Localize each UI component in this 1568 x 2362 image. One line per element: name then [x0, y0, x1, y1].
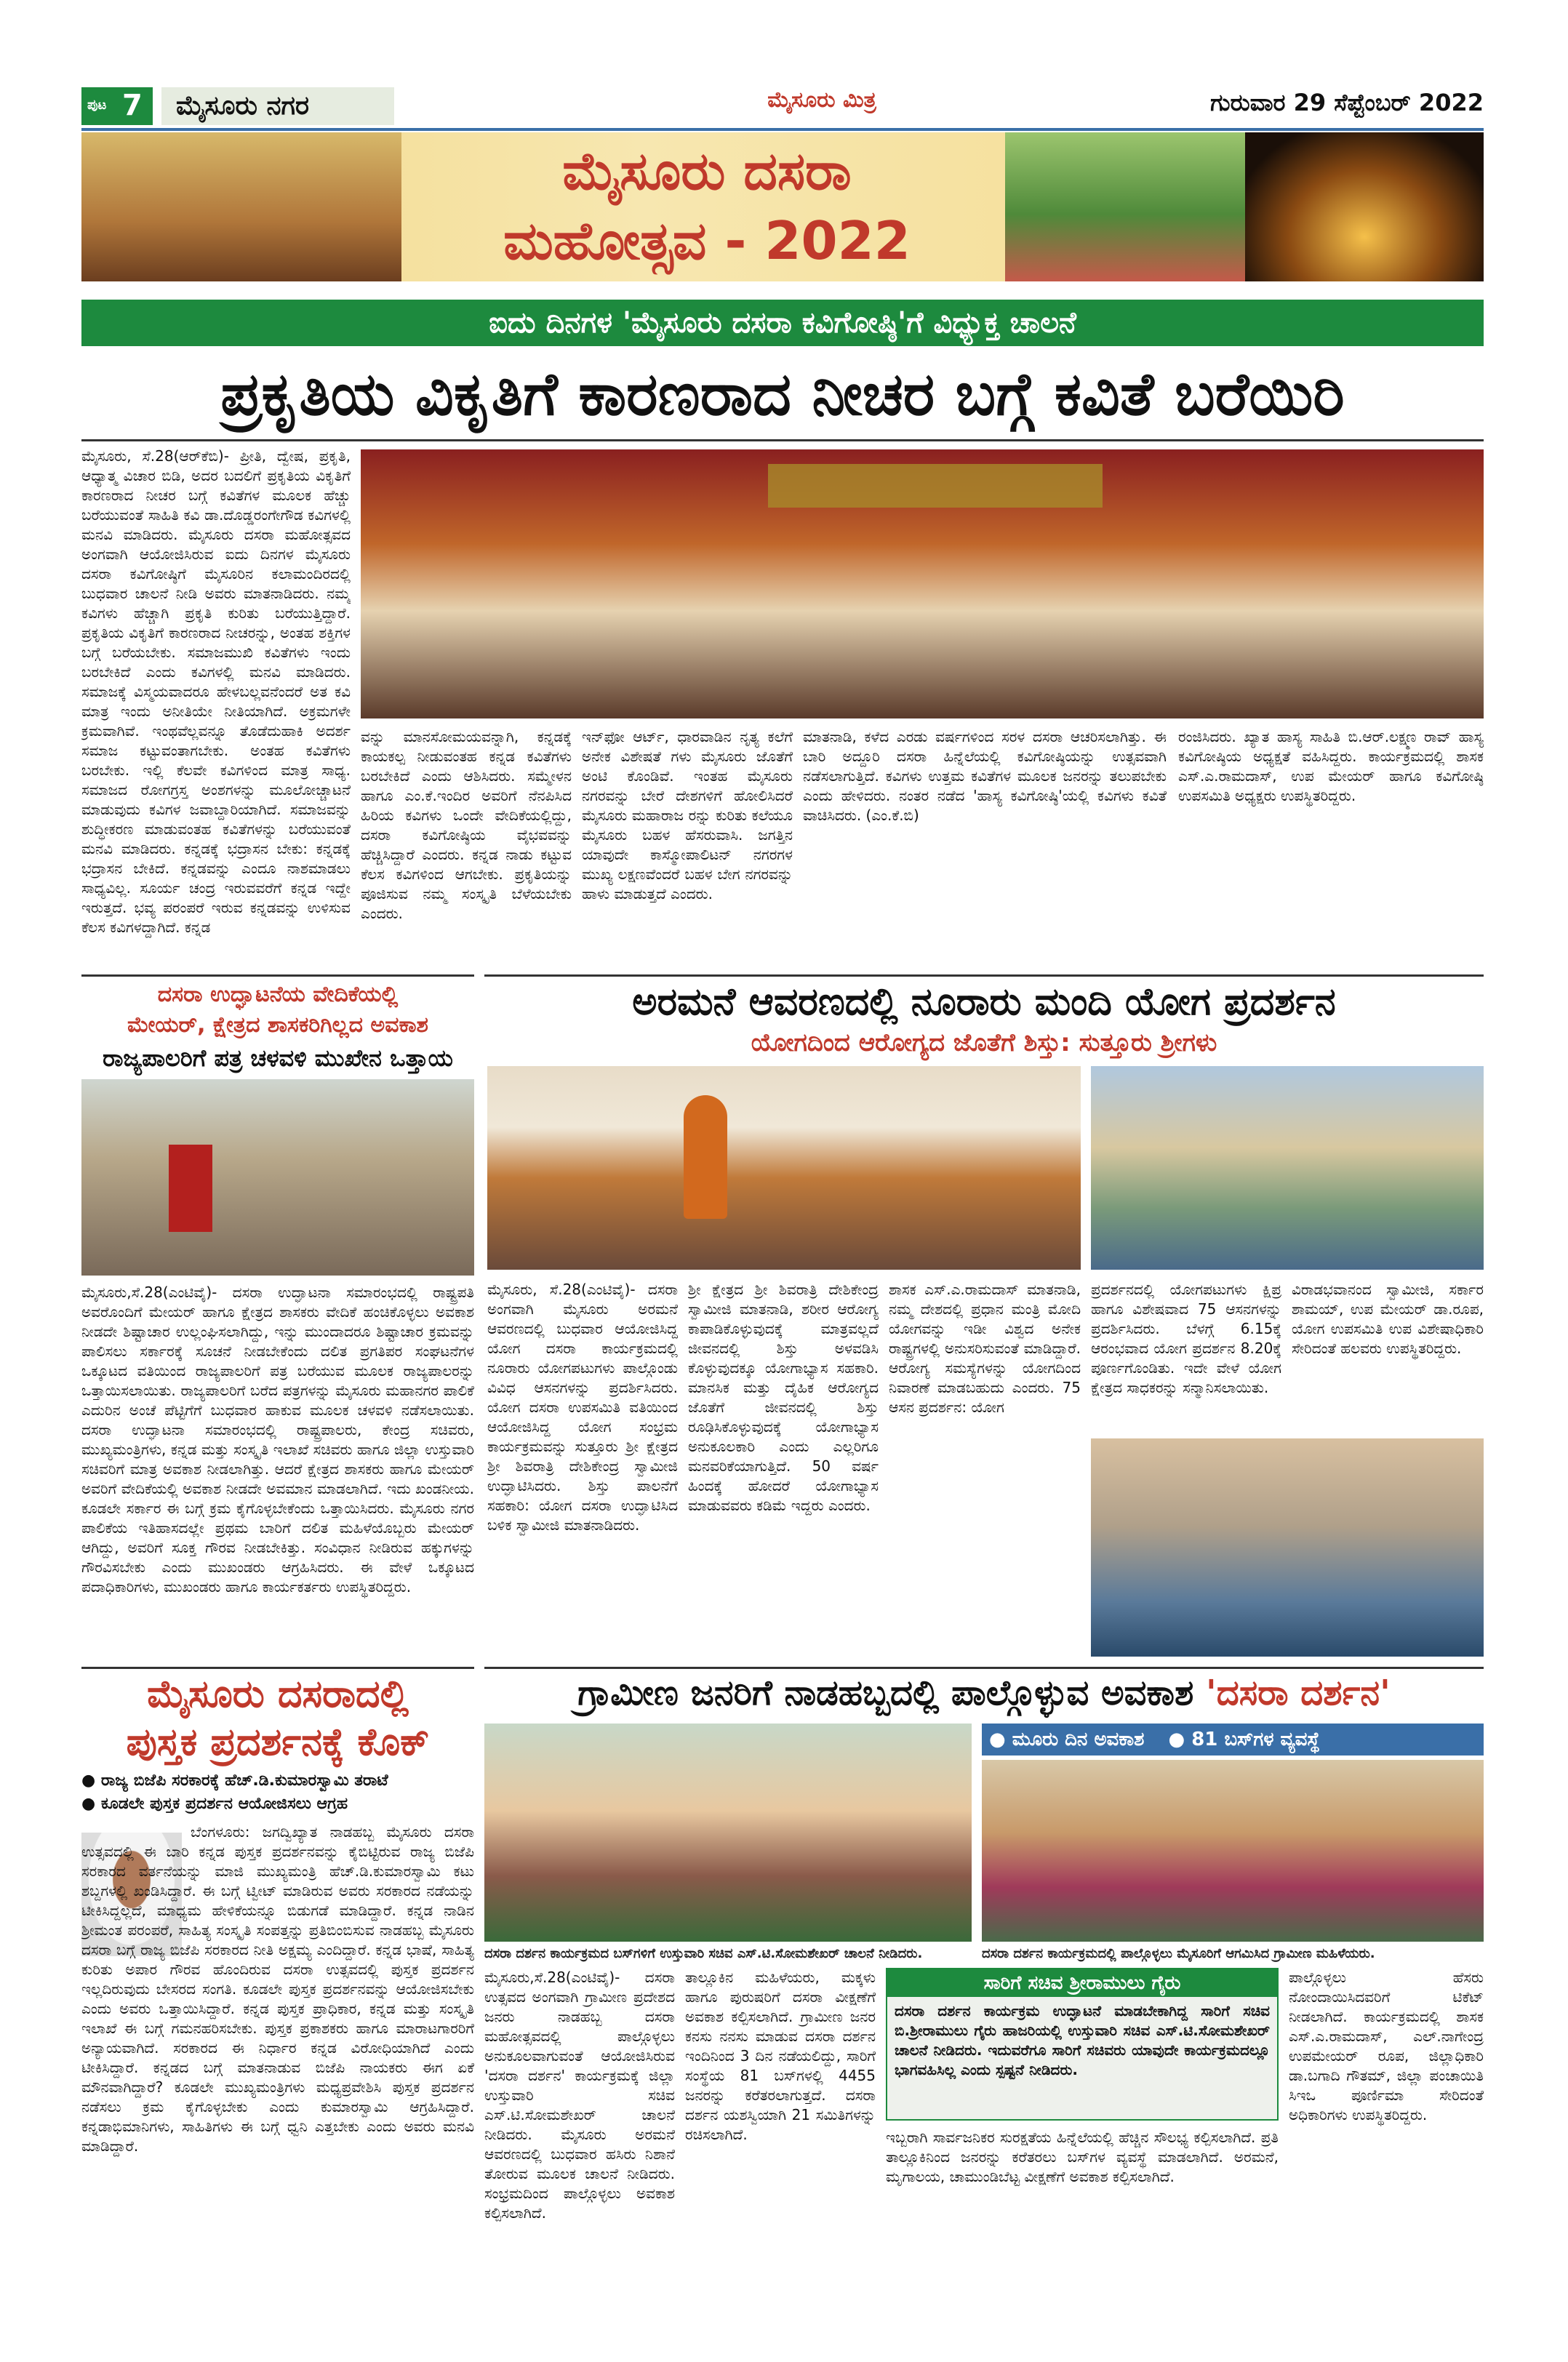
page-number: 7: [122, 89, 143, 122]
banner-title-line2: ಮಹೋತ್ಸವ - 2022: [503, 210, 911, 271]
darshan-column-3: ಇಬ್ಬರಾಗಿ ಸಾರ್ವಜನಿಕರ ಸುರಕ್ಷತೆಯ ಹಿನ್ನೆಲೆಯಲ್ಲಿ ಹೆಚ್ಚಿನ ಸೌಲಭ್ಯ ಕಲ್ಪಿಸಲಾಗಿದೆ. ಪ್ರತಿ ತಾಲ್ಲೂಕಿನಿಂದ ಜನರನ್ನು ಕರೆತರಲು ಬಸ್‌ಗಳ ವ್ಯವಸ್ಥೆ ಮಾಡಲಾಗಿದೆ. ಅರಮನೆ, ಮೃಗಾಲಯ, ಚಾಮುಂಡಿಬೆಟ್ಟ ವೀಕ್ಷಣೆಗೆ ಅವಕಾಶ ಕಲ್ಪಿಸಲಾಗಿದೆ.: [886, 2129, 1279, 2185]
rural-women-caption: ದಸರಾ ದರ್ಶನ ಕಾರ್ಯಕ್ರಮದಲ್ಲಿ ಪಾಲ್ಗೊಳ್ಳಲು ಮೈಸೂರಿಗೆ ಆಗಮಿಸಿದ ಗ್ರಾಮೀಣ ಮಹಿಳೆಯರು.: [982, 1946, 1375, 1961]
sidebox-title: ಸಾರಿಗೆ ಸಚಿವ ಶ್ರೀರಾಮುಲು ಗೈರು: [887, 1969, 1277, 1997]
yoga-headline: ಅರಮನೆ ಆವರಣದಲ್ಲಿ ನೂರಾರು ಮಂದಿ ಯೋಗ ಪ್ರದರ್ಶನ: [632, 980, 1336, 1024]
yoga-rule: [484, 974, 1484, 977]
garden-photo: [1005, 132, 1245, 281]
yoga-subhead: ಯೋಗದಿಂದ ಆರೋಗ್ಯದ ಜೊತೆಗೆ ಶಿಸ್ತು: ಸುತ್ತೂರು ಶ್ರೀಗಳು: [751, 1028, 1217, 1057]
books-headline-2: ಪುಸ್ತಕ ಪ್ರದರ್ಶನಕ್ಕೆ ಕೊಕ್: [126, 1721, 430, 1764]
bullet-icon: ●: [81, 1772, 96, 1790]
darshan-headline: ಗ್ರಾಮೀಣ ಜನರಿಗೆ ನಾಡಹಬ್ಬದಲ್ಲಿ ಪಾಲ್ಗೊಳ್ಳುವ ಅವಕಾಶ: [577, 1673, 1194, 1713]
lead-column-2: ವನ್ನು ಮಾನಸೋಮಯವನ್ನಾಗಿ, ಕನ್ನಡಕ್ಕೆ ಕಾಯಕಲ್ಪ ನೀಡುವಂತಹ ಕನ್ನಡ ಕವಿತೆಗಳು ಬರಬೇಕಿದೆ ಎಂದು ಆಶಿಸಿದರು. ಸಮ್ಮೇಳನ ಹಾಗೂ ಎಂ.ಕೆ.ಇಂದಿರ ಅವರಿಗೆ ನೆನಪಿಸಿದ ಹಿರಿಯ ಕವಿಗಳು ಒಂದೇ ವೇದಿಕೆಯಲ್ಲಿದ್ದು, ದಸರಾ ಕವಿಗೋಷ್ಠಿಯ ವೈಭವವನ್ನು ಹೆಚ್ಚಿಸಿದ್ದಾರೆ ಎಂದರು. ಕನ್ನಡ ನಾಡು ಕಟ್ಟುವ ಕೆಲಸ ಕವಿಗಳಿಂದ ಆಗಬೇಕು. ಪ್ರಕೃತಿಯನ್ನು ಪೂಜಿಸುವ ನಮ್ಮ ಸಂಸ್ಕೃತಿ ಬೆಳೆಯಬೇಕು ಎಂದರು.: [361, 728, 572, 922]
yoga-column-2: ಶ್ರೀ ಕ್ಷೇತ್ರದ ಶ್ರೀ ಶಿವರಾತ್ರಿ ದೇಶಿಕೇಂದ್ರ ಸ್ವಾಮೀಜಿ ಮಾತನಾಡಿ, ಶರೀರ ಆರೋಗ್ಯ ಕಾಪಾಡಿಕೊಳ್ಳುವುದಕ್ಕೆ ಮಾತ್ರವಲ್ಲದೆ ಜೀವನದಲ್ಲಿ ಶಿಸ್ತು ಅಳವಡಿಸಿ ಕೊಳ್ಳುವುದಕ್ಕೂ ಯೋಗಾಭ್ಯಾಸ ಸಹಕಾರಿ. ಮಾನಸಿಕ ಮತ್ತು ದೈಹಿಕ ಆರೋಗ್ಯದ ಜೊತೆಗೆ ಜೀವನದಲ್ಲಿ ಶಿಸ್ತು ರೂಢಿಸಿಕೊಳ್ಳುವುದಕ್ಕೆ ಯೋಗಾಭ್ಯಾಸ ಅನುಕೂಲಕಾರಿ ಎಂದು ಎಲ್ಲರಿಗೂ ಮನವರಿಕೆಯಾಗುತ್ತಿದೆ. 50 ವರ್ಷ ಹಿಂದಕ್ಕೆ ಹೋದರೆ ಯೋಗಾಭ್ಯಾಸ ಮಾಡುವವರು ಕಡಿಮೆ ಇದ್ದರು ಎಂದರು.: [688, 1281, 879, 1514]
protest-letters-photo: [81, 1079, 474, 1276]
dasara-banner: [81, 132, 1484, 281]
illuminated-palace-photo: [1245, 132, 1484, 281]
lead-column-4: ಮಾತನಾಡಿ, ಕಳೆದ ಎರಡು ವರ್ಷಗಳಿಂದ ಸರಳ ದಸರಾ ಆಚರಿಸಲಾಗಿತ್ತು. ಈ ಬಾರಿ ಅದ್ದೂರಿ ದಸರಾ ಹಿನ್ನೆಲೆಯಲ್ಲಿ ಕವಿಗೋಷ್ಠಿಯನ್ನು ಉತ್ಸವವಾಗಿ ನಡೆಸಲಾಗುತ್ತಿದೆ. ಕವಿಗಳು ಉತ್ತಮ ಕವಿತೆಗಳ ಮೂಲಕ ಜನರನ್ನು ತಲುಪಬೇಕು ಎಂದು ಹೇಳಿದರು. ನಂತರ ನಡೆದ 'ಹಾಸ್ಯ ಕವಿಗೋಷ್ಠಿ'ಯಲ್ಲಿ ಕವಿಗಳು ಕವಿತೆ ವಾಚಿಸಿದರು. (ಎಂ.ಕೆ.ಬಿ): [803, 728, 1167, 824]
issue-date: ಗುರುವಾರ 29 ಸೆಪ್ಟೆಂಬರ್ 2022: [1210, 89, 1484, 116]
darshan-headline-accent: 'ದಸರಾ ದರ್ಶನ': [1206, 1673, 1391, 1713]
header-rule: [81, 128, 1484, 131]
yoga-column-1: ಮೈಸೂರು, ಸೆ.28(ಎಂಟಿವೈ)- ದಸರಾ ಅಂಗವಾಗಿ ಮೈಸೂರು ಅರಮನೆ ಆವರಣದಲ್ಲಿ ಬುಧವಾರ ಆಯೋಜಿಸಿದ್ದ ಯೋಗ ದಸರಾ ಕಾರ್ಯಕ್ರಮದಲ್ಲಿ ನೂರಾರು ಯೋಗಪಟುಗಳು ಪಾಲ್ಗೊಂಡು ವಿವಿಧ ಆಸನಗಳನ್ನು ಪ್ರದರ್ಶಿಸಿದರು. ಯೋಗ ದಸರಾ ಉಪಸಮಿತಿ ವತಿಯಿಂದ ಆಯೋಜಿಸಿದ್ದ ಯೋಗ ಸಂಭ್ರಮ ಕಾರ್ಯಕ್ರಮವನ್ನು ಸುತ್ತೂರು ಶ್ರೀ ಕ್ಷೇತ್ರದ ಶ್ರೀ ಶಿವರಾತ್ರಿ ದೇಶಿಕೇಂದ್ರ ಸ್ವಾಮೀಜಿ ಉದ್ಘಾಟಿಸಿದರು. ಶಿಸ್ತು ಪಾಲನೆಗೆ ಸಹಕಾರಿ: ಯೋಗ ದಸರಾ ಉದ್ಘಾಟಿಸಿದ ಬಳಿಕ ಸ್ವಾಮೀಜಿ ಮಾತನಾಡಿದರು.: [487, 1281, 678, 1534]
rural-women-photo: [982, 1760, 1484, 1942]
lead-column-5: ರಂಜಿಸಿದರು. ಖ್ಯಾತ ಹಾಸ್ಯ ಸಾಹಿತಿ ಬಿ.ಆರ್.ಲಕ್ಷ್ಮಣ ರಾವ್ ಹಾಸ್ಯ ಕವಿಗೋಷ್ಠಿಯ ಅಧ್ಯಕ್ಷತೆ ವಹಿಸಿದ್ದರು. ಕಾರ್ಯಕ್ರಮದಲ್ಲಿ ಶಾಸಕ ಎಸ್.ಎ.ರಾಮದಾಸ್, ಉಪ ಮೇಯರ್ ಹಾಗೂ ಕವಿಗೋಷ್ಠಿ ಉಪಸಮಿತಿ ಅಧ್ಯಕ್ಷರು ಉಪಸ್ಥಿತರಿದ್ದರು.: [1178, 728, 1484, 804]
tag-bullet-icon: ●: [1168, 1729, 1185, 1750]
section-label: ಮೈಸೂರು ನಗರ: [161, 87, 394, 125]
darshan-column-2: ತಾಲ್ಲೂಕಿನ ಮಹಿಳೆಯರು, ಮಕ್ಕಳು ಹಾಗೂ ಪುರುಷರಿಗೆ ದಸರಾ ವೀಕ್ಷಣೆಗೆ ಅವಕಾಶ ಕಲ್ಪಿಸಲಾಗಿದೆ. ಗ್ರಾಮೀಣ ಜನರ ಕನಸು ನನಸು ಮಾಡುವ ದಸರಾ ದರ್ಶನ ಇಂದಿನಿಂದ 3 ದಿನ ನಡೆಯಲಿದ್ದು, ಸಾರಿಗೆ ಸಂಸ್ಥೆಯ 81 ಬಸ್‌ಗಳಲ್ಲಿ 4455 ಜನರನ್ನು ಕರೆತರಲಾಗುತ್ತದೆ. ದಸರಾ ದರ್ಶನ ಯಶಸ್ವಿಯಾಗಿ 21 ಸಮಿತಿಗಳನ್ನು ರಚಿಸಲಾಗಿದೆ.: [685, 1969, 876, 2143]
lead-kicker: ಐದು ದಿನಗಳ 'ಮೈಸೂರು ದಸರಾ ಕವಿಗೋಷ್ಠಿ'ಗೆ ವಿಧ್ಯುಕ್ತ ಚಾಲನೆ: [81, 300, 1484, 346]
yoga-practice-photo: [1091, 1438, 1484, 1657]
transport-minister-box: [886, 1968, 1279, 2121]
sidebox-body: ದಸರಾ ದರ್ಶನ ಕಾರ್ಯಕ್ರಮ ಉದ್ಘಾಟನೆ ಮಾಡಬೇಕಾಗಿದ್ದ ಸಾರಿಗೆ ಸಚಿವ ಬಿ.ಶ್ರೀರಾಮುಲು ಗೈರು ಹಾಜರಿಯಲ್ಲಿ ಉಸ್ತುವಾರಿ ಸಚಿವ ಎಸ್.ಟಿ.ಸೋಮಶೇಖರ್ ಚಾಲನೆ ನೀಡಿದರು. ಇದುವರೆಗೂ ಸಾರಿಗೆ ಸಚಿವರು ಯಾವುದೇ ಕಾರ್ಯಕ್ರಮದಲ್ಲೂ ಭಾಗವಹಿಸಿಲ್ಲ ಎಂದು ಸ್ಪಷ್ಟನೆ ನೀಡಿದರು.: [895, 2002, 1270, 2078]
bullet-icon: ●: [81, 1795, 96, 1813]
darshan-tag-2: 81 ಬಸ್‌ಗಳ ವ್ಯವಸ್ಥೆ: [1191, 1729, 1320, 1750]
lead-headline: ಪ್ರಕೃತಿಯ ವಿಕೃತಿಗೆ ಕಾರಣರಾದ ನೀಚರ ಬಗ್ಗೆ ಕವಿತೆ ಬರೆಯಿರಿ: [220, 360, 1345, 429]
books-bullet-1-text: ರಾಜ್ಯ ಬಿಜೆಪಿ ಸರಕಾರಕ್ಕೆ ಹೆಚ್.ಡಿ.ಕುಮಾರಸ್ವಾಮಿ ತರಾಟೆ: [100, 1772, 388, 1790]
yoga-column-4: ಪ್ರದರ್ಶನದಲ್ಲಿ ಯೋಗಪಟುಗಳು ಕ್ಷಿಪ್ರ ಹಾಗೂ ವಿಶೇಷವಾದ 75 ಆಸನಗಳನ್ನು ಪ್ರದರ್ಶಿಸಿದರು. ಬೆಳಗ್ಗೆ 6.15ಕ್ಕೆ ಆರಂಭವಾದ ಯೋಗ ಪ್ರದರ್ಶನ 8.20ಕ್ಕೆ ಪೂರ್ಣಗೊಂಡಿತು. ಇದೇ ವೇಳೆ ಯೋಗ ಕ್ಷೇತ್ರದ ಸಾಧಕರನ್ನು ಸನ್ಮಾನಿಸಲಾಯಿತು.: [1091, 1281, 1281, 1396]
books-body: ಬೆಂಗಳೂರು: ಜಗದ್ವಿಖ್ಯಾತ ನಾಡಹಬ್ಬ ಮೈಸೂರು ದಸರಾ ಉತ್ಸವದಲ್ಲಿ ಈ ಬಾರಿ ಕನ್ನಡ ಪುಸ್ತಕ ಪ್ರದರ್ಶನವನ್ನು ಕೈಬಿಟ್ಟಿರುವ ರಾಜ್ಯ ಬಿಜೆಪಿ ಸರಕಾರದ ವರ್ತನೆಯನ್ನು ಮಾಜಿ ಮುಖ್ಯಮಂತ್ರಿ ಹೆಚ್.ಡಿ.ಕುಮಾರಸ್ವಾಮಿ ಕಟು ಶಬ್ದಗಳಲ್ಲಿ ಖಂಡಿಸಿದ್ದಾರೆ. ಈ ಬಗ್ಗೆ ಟ್ವೀಟ್ ಮಾಡಿರುವ ಅವರು ಸರಕಾರದ ನಡೆಯನ್ನು ಟೀಕಿಸಿದ್ದಲ್ಲದೆ, ಮಾಧ್ಯಮ ಹೇಳಿಕೆಯನ್ನೂ ಬಿಡುಗಡೆ ಮಾಡಿದ್ದಾರೆ. ಕನ್ನಡ ನಾಡಿನ ಶ್ರೀಮಂತ ಪರಂಪರೆ, ಸಾಹಿತ್ಯ ಸಂಸ್ಕೃತಿ ಸಂಪತ್ತನ್ನು ಪ್ರತಿಬಿಂಬಿಸುವ ನಾಡಹಬ್ಬ ಮೈಸೂರು ದಸರಾ ಬಗ್ಗೆ ರಾಜ್ಯ ಬಿಜೆಪಿ ಸರಕಾರದ ನೀತಿ ಅಕ್ಷಮ್ಯ ಎಂದಿದ್ದಾರೆ. ಕನ್ನಡ ಭಾಷೆ, ಸಾಹಿತ್ಯ ಕುರಿತು ಅಪಾರ ಗೌರವ ಹೊಂದಿರುವ ದಸರಾ ಉತ್ಸವದಲ್ಲಿ ಪುಸ್ತಕ ಪ್ರದರ್ಶನ ಇಲ್ಲದಿರುವುದು ಬೇಸರದ ಸಂಗತಿ. ಕೂಡಲೇ ಪುಸ್ತಕ ಪ್ರದರ್ಶನವನ್ನು ಆಯೋಜಿಸಬೇಕು ಎಂದು ಅವರು ಒತ್ತಾಯಿಸಿದ್ದಾರೆ. ಕನ್ನಡ ಪುಸ್ತಕ ಪ್ರಾಧಿಕಾರ, ಕನ್ನಡ ಮತ್ತು ಸಂಸ್ಕೃತಿ ಇಲಾಖೆ ಈ ಬಗ್ಗೆ ಗಮನಹರಿಸಬೇಕು. ಪುಸ್ತಕ ಪ್ರಕಾಶಕರು ಹಾಗೂ ಮಾರಾಟಗಾರರಿಗೆ ಅನ್ಯಾಯವಾಗಿದೆ. ಸರಕಾರದ ಈ ನಿರ್ಧಾರ ಕನ್ನಡ ವಿರೋಧಿಯಾಗಿದೆ ಎಂದು ಟೀಕಿಸಿದ್ದಾರೆ. ಕನ್ನಡದ ಬಗ್ಗೆ ಮಾತನಾಡುವ ಬಿಜೆಪಿ ನಾಯಕರು ಈಗ ಏಕೆ ಮೌನವಾಗಿದ್ದಾರೆ? ಕೂಡಲೇ ಮುಖ್ಯಮಂತ್ರಿಗಳು ಮಧ್ಯಪ್ರವೇಶಿಸಿ ಪುಸ್ತಕ ಪ್ರದರ್ಶನ ನಡೆಸಲು ಕ್ರಮ ಕೈಗೊಳ್ಳಬೇಕು ಎಂದು ಕುಮಾರಸ್ವಾಮಿ ಆಗ್ರಹಿಸಿದ್ದಾರೆ. ಕನ್ನಡಾಭಿಮಾನಿಗಳು, ಸಾಹಿತಿಗಳು ಈ ಬಗ್ಗೆ ಧ್ವನಿ ಎತ್ತಬೇಕು ಎಂದು ಅವರು ಮನವಿ ಮಾಡಿದ್ದಾರೆ.: [81, 1823, 474, 2155]
darshan-headline-row: [484, 1673, 1484, 1714]
darshan-tags: [982, 1724, 1484, 1756]
books-bullet-2: [81, 1795, 474, 1813]
mayor-headline: ರಾಜ್ಯಪಾಲರಿಗೆ ಪತ್ರ ಚಳವಳಿ ಮುಖೇನ ಒತ್ತಾಯ: [103, 1044, 453, 1072]
darshan-column-1: ಮೈಸೂರು,ಸೆ.28(ಎಂಟಿವೈ)- ದಸರಾ ಉತ್ಸವದ ಅಂಗವಾಗಿ ಗ್ರಾಮೀಣ ಪ್ರದೇಶದ ಜನರು ನಾಡಹಬ್ಬ ದಸರಾ ಮಹೋತ್ಸವದಲ್ಲಿ ಪಾಲ್ಗೊಳ್ಳಲು ಅನುಕೂಲವಾಗುವಂತೆ ಆಯೋಜಿಸಿರುವ 'ದಸರಾ ದರ್ಶನ' ಕಾರ್ಯಕ್ರಮಕ್ಕೆ ಜಿಲ್ಲಾ ಉಸ್ತುವಾರಿ ಸಚಿವ ಎಸ್.ಟಿ.ಸೋಮಶೇಖರ್ ಚಾಲನೆ ನೀಡಿದರು. ಮೈಸೂರು ಅರಮನೆ ಆವರಣದಲ್ಲಿ ಬುಧವಾರ ಹಸಿರು ನಿಶಾನೆ ತೋರುವ ಮೂಲಕ ಚಾಲನೆ ನೀಡಿದರು. ಸಂಭ್ರಮದಿಂದ ಪಾಲ್ಗೊಳ್ಳಲು ಅವಕಾಶ ಕಲ್ಪಿಸಲಾಗಿದೆ.: [484, 1969, 675, 2222]
palace-photo: [81, 132, 401, 281]
yoga-column-5: ವಿರಾಡಭವಾನಂದ ಸ್ವಾಮೀಜಿ, ಸರ್ಕಾರ ಶಾಮಯ್, ಉಪ ಮೇಯರ್ ಡಾ.ರೂಪ, ಯೋಗ ಉಪಸಮಿತಿ ಉಪ ವಿಶೇಷಾಧಿಕಾರಿ ಸೇರಿದಂತೆ ಹಲವರು ಉಪಸ್ಥಿತರಿದ್ದರು.: [1292, 1281, 1484, 1357]
page-number-badge: [81, 87, 153, 125]
banner-title-line1: ಮೈಸೂರು ದಸರಾ: [562, 140, 852, 201]
mayor-kicker-2: ಮೇಯರ್, ಕ್ಷೇತ್ರದ ಶಾಸಕರಿಗಿಲ್ಲದ ಅವಕಾಶ: [127, 1012, 428, 1038]
page-label: ಪುಟ: [87, 97, 107, 113]
kavigoshti-stage-photo: [361, 449, 1484, 718]
mayor-body: ಮೈಸೂರು,ಸೆ.28(ಎಂಟಿವೈ)- ದಸರಾ ಉದ್ಘಾಟನಾ ಸಮಾರಂಭದಲ್ಲಿ ರಾಷ್ಟ್ರಪತಿ ಅವರೊಂದಿಗೆ ಮೇಯರ್ ಹಾಗೂ ಕ್ಷೇತ್ರದ ಶಾಸಕರು ವೇದಿಕೆ ಹಂಚಿಕೊಳ್ಳಲು ಅವಕಾಶ ನೀಡದೇ ಶಿಷ್ಟಾಚಾರ ಉಲ್ಲಂಘಿಸಲಾಗಿದ್ದು, ಇನ್ನು ಮುಂದಾದರೂ ಶಿಷ್ಟಾಚಾರ ಕ್ರಮವನ್ನು ಪಾಲಿಸಲು ಸರ್ಕಾರಕ್ಕೆ ಸೂಚನೆ ನೀಡಬೇಕೆಂದು ದಲಿತ ಪ್ರಗತಿಪರ ಸಂಘಟನೆಗಳ ಒಕ್ಕೂಟದ ವತಿಯಿಂದ ರಾಜ್ಯಪಾಲರಿಗೆ ಪತ್ರ ಬರೆಯುವ ಮೂಲಕ ರಾಜ್ಯಪಾಲರನ್ನು ಒತ್ತಾಯಿಸಲಾಯಿತು. ರಾಜ್ಯಪಾಲರಿಗೆ ಬರೆದ ಪತ್ರಗಳನ್ನು ಮೈಸೂರು ಮಹಾನಗರ ಪಾಲಿಕೆ ಎದುರಿನ ಅಂಚೆ ಪೆಟ್ಟಿಗೆಗೆ ಬುಧವಾರ ಹಾಕುವ ಮೂಲಕ ಚಳವಳಿ ನಡೆಸಲಾಯಿತು. ದಸರಾ ಉದ್ಘಾಟನಾ ಸಮಾರಂಭದಲ್ಲಿ ರಾಷ್ಟ್ರಪಾಲರು, ಕೇಂದ್ರ ಸಚಿವರು, ಮುಖ್ಯಮಂತ್ರಿಗಳು, ಕನ್ನಡ ಮತ್ತು ಸಂಸ್ಕೃತಿ ಇಲಾಖೆ ಸಚಿವರು ಹಾಗೂ ಜಿಲ್ಲಾ ಉಸ್ತುವಾರಿ ಸಚಿವರಿಗೆ ಮಾತ್ರ ಅವಕಾಶ ನೀಡಲಾಗಿತ್ತು. ಆದರೆ ಕ್ಷೇತ್ರದ ಶಾಸಕರು ಹಾಗೂ ಮೇಯರ್ ಅವರಿಗೆ ವೇದಿಕೆಯಲ್ಲಿ ಅವಕಾಶ ನೀಡದೇ ಅವಮಾನ ಮಾಡಲಾಗಿದೆ. ಇದು ಖಂಡನೀಯ. ಕೂಡಲೇ ಸರ್ಕಾರ ಈ ಬಗ್ಗೆ ಕ್ರಮ ಕೈಗೊಳ್ಳಬೇಕೆಂದು ಒತ್ತಾಯಿಸಿದರು. ಮೈಸೂರು ನಗರ ಪಾಲಿಕೆಯ ಇತಿಹಾಸದಲ್ಲೇ ಪ್ರಥಮ ಬಾರಿಗೆ ದಲಿತ ಮಹಿಳೆಯೊಬ್ಬರು ಮೇಯರ್ ಆಗಿದ್ದು, ಅವರಿಗೆ ಸೂಕ್ತ ಗೌರವ ನೀಡಬೇಕಿತ್ತು. ಸಂವಿಧಾನ ನೀಡಿರುವ ಹಕ್ಕುಗಳನ್ನು ಗೌರವಿಸಬೇಕು ಎಂದು ಮುಖಂಡರು ಆಗ್ರಹಿಸಿದರು. ಈ ವೇಳೆ ಒಕ್ಕೂಟದ ಪದಾಧಿಕಾರಿಗಳು, ಮುಖಂಡರು ಹಾಗೂ ಕಾರ್ಯಕರ್ತರು ಉಪಸ್ಥಿತರಿದ್ದರು.: [81, 1284, 474, 1596]
books-rule: [81, 1667, 474, 1669]
yoga-stage-photo: [487, 1066, 1081, 1270]
bus-flagoff-caption: ದಸರಾ ದರ್ಶನ ಕಾರ್ಯಕ್ರಮದ ಬಸ್‌ಗಳಿಗೆ ಉಸ್ತುವಾರಿ ಸಚಿವ ಎಸ್.ಟಿ.ಸೋಮಶೇಖರ್ ಚಾಲನೆ ನೀಡಿದರು.: [484, 1946, 923, 1961]
mayor-rule: [81, 974, 474, 977]
post-box: [169, 1145, 212, 1232]
mayor-kicker-1: ದಸರಾ ಉದ್ಘಾಟನೆಯ ವೇದಿಕೆಯಲ್ಲಿ: [157, 982, 399, 1007]
yoga-palace-photo: [1091, 1066, 1484, 1270]
lead-column-3: ಇನ್‌ಫೋ ಆರ್ಟ್, ಧಾರವಾಡಿನ ನೃತ್ಯ ಕಲೆಗೆ ಅನೇಕ ವಿಶೇಷತೆ ಗಳು ಮೈಸೂರು ಜೊತೆಗೆ ಅಂಟಿ ಕೊಂಡಿವೆ. ಇಂತಹ ಮೈಸೂರು ನಗರವನ್ನು ಬೇರೆ ದೇಶಗಳಿಗೆ ಹೋಲಿಸಿದರೆ ಮೈಸೂರು ಮಹಾರಾಜ ರನ್ನು ಕುರಿತು ಕಲೆಯೂ ಮೈಸೂರು ಬಹಳ ಹೆಸರುವಾಸಿ. ಜಗತ್ತಿನ ಯಾವುದೇ ಕಾಸ್ಮೋಪಾಲಿಟನ್ ನಗರಗಳ ಮುಖ್ಯ ಲಕ್ಷಣವೆಂದರೆ ಬಹಳ ಬೇಗ ನಗರವನ್ನು ಹಾಳು ಮಾಡುತ್ತದೆ ಎಂದರು.: [582, 728, 793, 902]
stage-backdrop: [768, 464, 1103, 508]
darshan-tag-1: ಮೂರು ದಿನ ಅವಕಾಶ: [1012, 1729, 1145, 1750]
books-headline-1: ಮೈಸೂರು ದಸರಾದಲ್ಲಿ: [147, 1673, 409, 1716]
tag-bullet-icon: ●: [989, 1729, 1006, 1750]
swamiji-figure: [684, 1095, 727, 1219]
books-bullet-2-text: ಕೂಡಲೇ ಪುಸ್ತಕ ಪ್ರದರ್ಶನ ಆಯೋಜಿಸಲು ಆಗ್ರಹ: [100, 1795, 348, 1813]
lead-column-1: ಮೈಸೂರು, ಸೆ.28(ಆರ್‌ಕೆಬಿ)- ಪ್ರೀತಿ, ದ್ವೇಷ, ಪ್ರಕೃತಿ, ಆಧ್ಯಾತ್ಮ ವಿಚಾರ ಬಿಡಿ, ಅದರ ಬದಲಿಗೆ ಪ್ರಕೃತಿಯ ವಿಕೃತಿಗೆ ಕಾರಣರಾದ ನೀಚರ ಬಗ್ಗೆ ಕವಿತೆಗಳ ಮೂಲಕ ಹೆಚ್ಚು ಬರೆಯುವಂತೆ ಸಾಹಿತಿ ಕವಿ ಡಾ.ದೊಡ್ಡರಂಗೇಗೌಡ ಕವಿಗಳಲ್ಲಿ ಮನವಿ ಮಾಡಿದರು. ಮೈಸೂರು ದಸರಾ ಮಹೋತ್ಸವದ ಅಂಗವಾಗಿ ಆಯೋಜಿಸಿರುವ ಐದು ದಿನಗಳ ಮೈಸೂರು ದಸರಾ ಕವಿಗೋಷ್ಠಿಗೆ ಮೈಸೂರಿನ ಕಲಾಮಂದಿರದಲ್ಲಿ ಬುಧವಾರ ಚಾಲನೆ ನೀಡಿ ಅವರು ಮಾತನಾಡಿದರು. ನಮ್ಮ ಕವಿಗಳು ಹೆಚ್ಚಾಗಿ ಪ್ರಕೃತಿ ಕುರಿತು ಬರೆಯುತ್ತಿದ್ದಾರೆ. ಪ್ರಕೃತಿಯ ವಿಕೃತಿಗೆ ಕಾರಣರಾದ ನೀಚರನ್ನು, ಅಂತಹ ಶಕ್ತಿಗಳ ಬಗ್ಗೆ ಬರೆಯಬೇಕು. ಸಮಾಜಮುಖಿ ಕವಿತೆಗಳು ಇಂದು ಬರಬೇಕಿದೆ ಎಂದು ಕವಿಗಳಲ್ಲಿ ಮನವಿ ಮಾಡಿದರು. ಸಮಾಜಕ್ಕೆ ವಿಸ್ಮಯವಾದರೂ ಹೇಳಬಲ್ಲವನೆಂದರೆ ಅತ ಕವಿ ಮಾತ್ರ ಇಂದು ಅನೀತಿಯೇ ನೀತಿಯಾಗಿದೆ. ಅಕ್ರಮಗಳೇ ಕ್ರಮವಾಗಿವೆ. ಇಂಥವೆಲ್ಲವನ್ನೂ ತೊಡೆದುಹಾಕಿ ಅದರ್ಶ ಸಮಾಜ ಕಟ್ಟುವಂತಾಗಬೇಕು. ಅಂತಹ ಕವಿತೆಗಳು ಬರಬೇಕು. ಇಲ್ಲಿ ಕೆಲವೇ ಕವಿಗಳಿಂದ ಮಾತ್ರ ಸಾಧ್ಯ. ಸಮಾಜದ ರೋಗಗ್ರಸ್ತ ಅಂಶಗಳನ್ನು ಮೂಲೋಚ್ಚಾಟನೆ ಮಾಡುವುದು ಕವಿಗಳ ಜವಾಬ್ದಾರಿಯಾಗಿದೆ. ಸಮಾಜವನ್ನು ಶುದ್ಧೀಕರಣ ಮಾಡುವಂತಹ ಕವಿತೆಗಳನ್ನು ಬರೆಯುವಂತೆ ಮನವಿ ಮಾಡಿದರು. ಕನ್ನಡಕ್ಕೆ ಭದ್ರಾಸನ ಬೇಕು: ಕನ್ನಡಕ್ಕೆ ಭದ್ರಾಸನ ಬೇಕಿದೆ. ಕನ್ನಡವನ್ನು ಎಂದೂ ನಾಶಮಾಡಲು ಸಾಧ್ಯವಿಲ್ಲ. ಸೂರ್ಯ ಚಂದ್ರ ಇರುವವರೆಗೆ ಕನ್ನಡ ಇದ್ದೇ ಇರುತ್ತದೆ. ಭವ್ಯ ಪರಂಪರೆ ಇರುವ ಕನ್ನಡವನ್ನು ಉಳಿಸುವ ಕೆಲಸ ಕವಿಗಳದ್ದಾಗಿದೆ. ಕನ್ನಡ: [81, 447, 351, 936]
lead-rule: [81, 439, 1484, 441]
darshan-rule: [484, 1667, 1484, 1669]
darshan-column-4: ಪಾಲ್ಗೊಳ್ಳಲು ಹೆಸರು ನೋಂದಾಯಿಸಿದವರಿಗೆ ಟಿಕೆಟ್ ನೀಡಲಾಗಿದೆ. ಕಾರ್ಯಕ್ರಮದಲ್ಲಿ ಶಾಸಕ ಎಸ್.ಎ.ರಾಮದಾಸ್, ಎಲ್.ನಾಗೇಂದ್ರ ಉಪಮೇಯರ್ ರೂಪ, ಜಿಲ್ಲಾಧಿಕಾರಿ ಡಾ.ಬಗಾದಿ ಗೌತಮ್, ಜಿಲ್ಲಾ ಪಂಚಾಯಿತಿ ಸಿಇಒ ಪೂರ್ಣಿಮಾ ಸೇರಿದಂತೆ ಅಧಿಕಾರಿಗಳು ಉಪಸ್ಥಿತರಿದ್ದರು.: [1289, 1969, 1484, 2123]
paper-name: ಮೈಸೂರು ಮಿತ್ರ: [767, 87, 876, 113]
yoga-column-3: ಶಾಸಕ ಎಸ್.ಎ.ರಾಮದಾಸ್ ಮಾತನಾಡಿ, ನಮ್ಮ ದೇಶದಲ್ಲಿ ಪ್ರಧಾನ ಮಂತ್ರಿ ಮೋದಿ ಯೋಗವನ್ನು ಇಡೀ ವಿಶ್ವದ ಅನೇಕ ರಾಷ್ಟ್ರಗಳಲ್ಲಿ ಅನುಸರಿಸುವಂತೆ ಮಾಡಿದ್ದಾರೆ. ಆರೋಗ್ಯ ಸಮಸ್ಯೆಗಳನ್ನು ಯೋಗದಿಂದ ನಿವಾರಣೆ ಮಾಡಬಹುದು ಎಂದರು. 75 ಆಸನ ಪ್ರದರ್ಶನ: ಯೋಗ: [889, 1281, 1081, 1416]
bus-flagoff-photo: [484, 1724, 972, 1942]
books-bullet-1: [81, 1772, 474, 1790]
